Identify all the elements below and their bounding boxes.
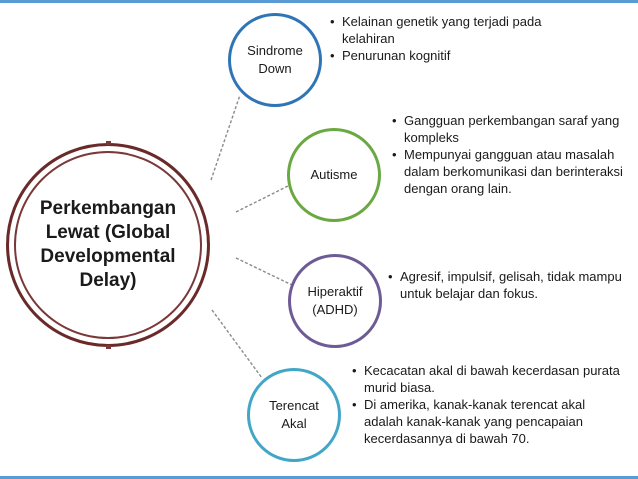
connector-terencat-akal [212, 310, 262, 378]
node-autisme-label: Autisme [310, 167, 358, 182]
central-circle-top-marker [106, 141, 111, 145]
node-terencat-akal [247, 368, 341, 462]
bullet-item: • Penurunan kognitif [328, 47, 578, 64]
bullets-sindrome-down [328, 13, 578, 64]
central-topic-label: Perkembangan Lewat (Global Developmental Delay) [39, 198, 177, 291]
bullet-item: • Agresif, impulsif, gelisah, tidak mampu untuk belajar dan fokus. [386, 268, 626, 302]
bullets-hiperaktif [386, 268, 626, 302]
connector-sindrome-down [211, 95, 240, 180]
bullets-autisme [390, 112, 630, 197]
central-topic-circle [6, 143, 210, 347]
connector-hiperaktif [236, 258, 292, 285]
central-circle-bottom-marker [106, 345, 111, 349]
node-sindrome-down-label: Sindrome Down [247, 43, 303, 76]
bullet-item: • Di amerika, kanak-kanak terencat akal adalah kanak-kanak yang pencapaian kecerdasannya di bawah 70. [350, 396, 620, 447]
node-hiperaktif-label: Hiperaktif (ADHD) [307, 284, 363, 317]
node-sindrome-down [228, 13, 322, 107]
bullet-item: • Kelainan genetik yang terjadi pada kelahiran [328, 13, 578, 47]
connector-autisme [236, 185, 290, 212]
bullets-terencat-akal [350, 362, 620, 447]
node-autisme [287, 128, 381, 222]
bullet-item: • Mempunyai gangguan atau masalah dalam berkomunikasi dan berinteraksi dengan orang lain. [390, 146, 630, 197]
bullet-item: • Gangguan perkembangan saraf yang kompleks [390, 112, 630, 146]
bullet-item: • Kecacatan akal di bawah kecerdasan purata murid biasa. [350, 362, 620, 396]
node-hiperaktif [288, 254, 382, 348]
node-terencat-akal-label: Terencat Akal [269, 398, 319, 431]
